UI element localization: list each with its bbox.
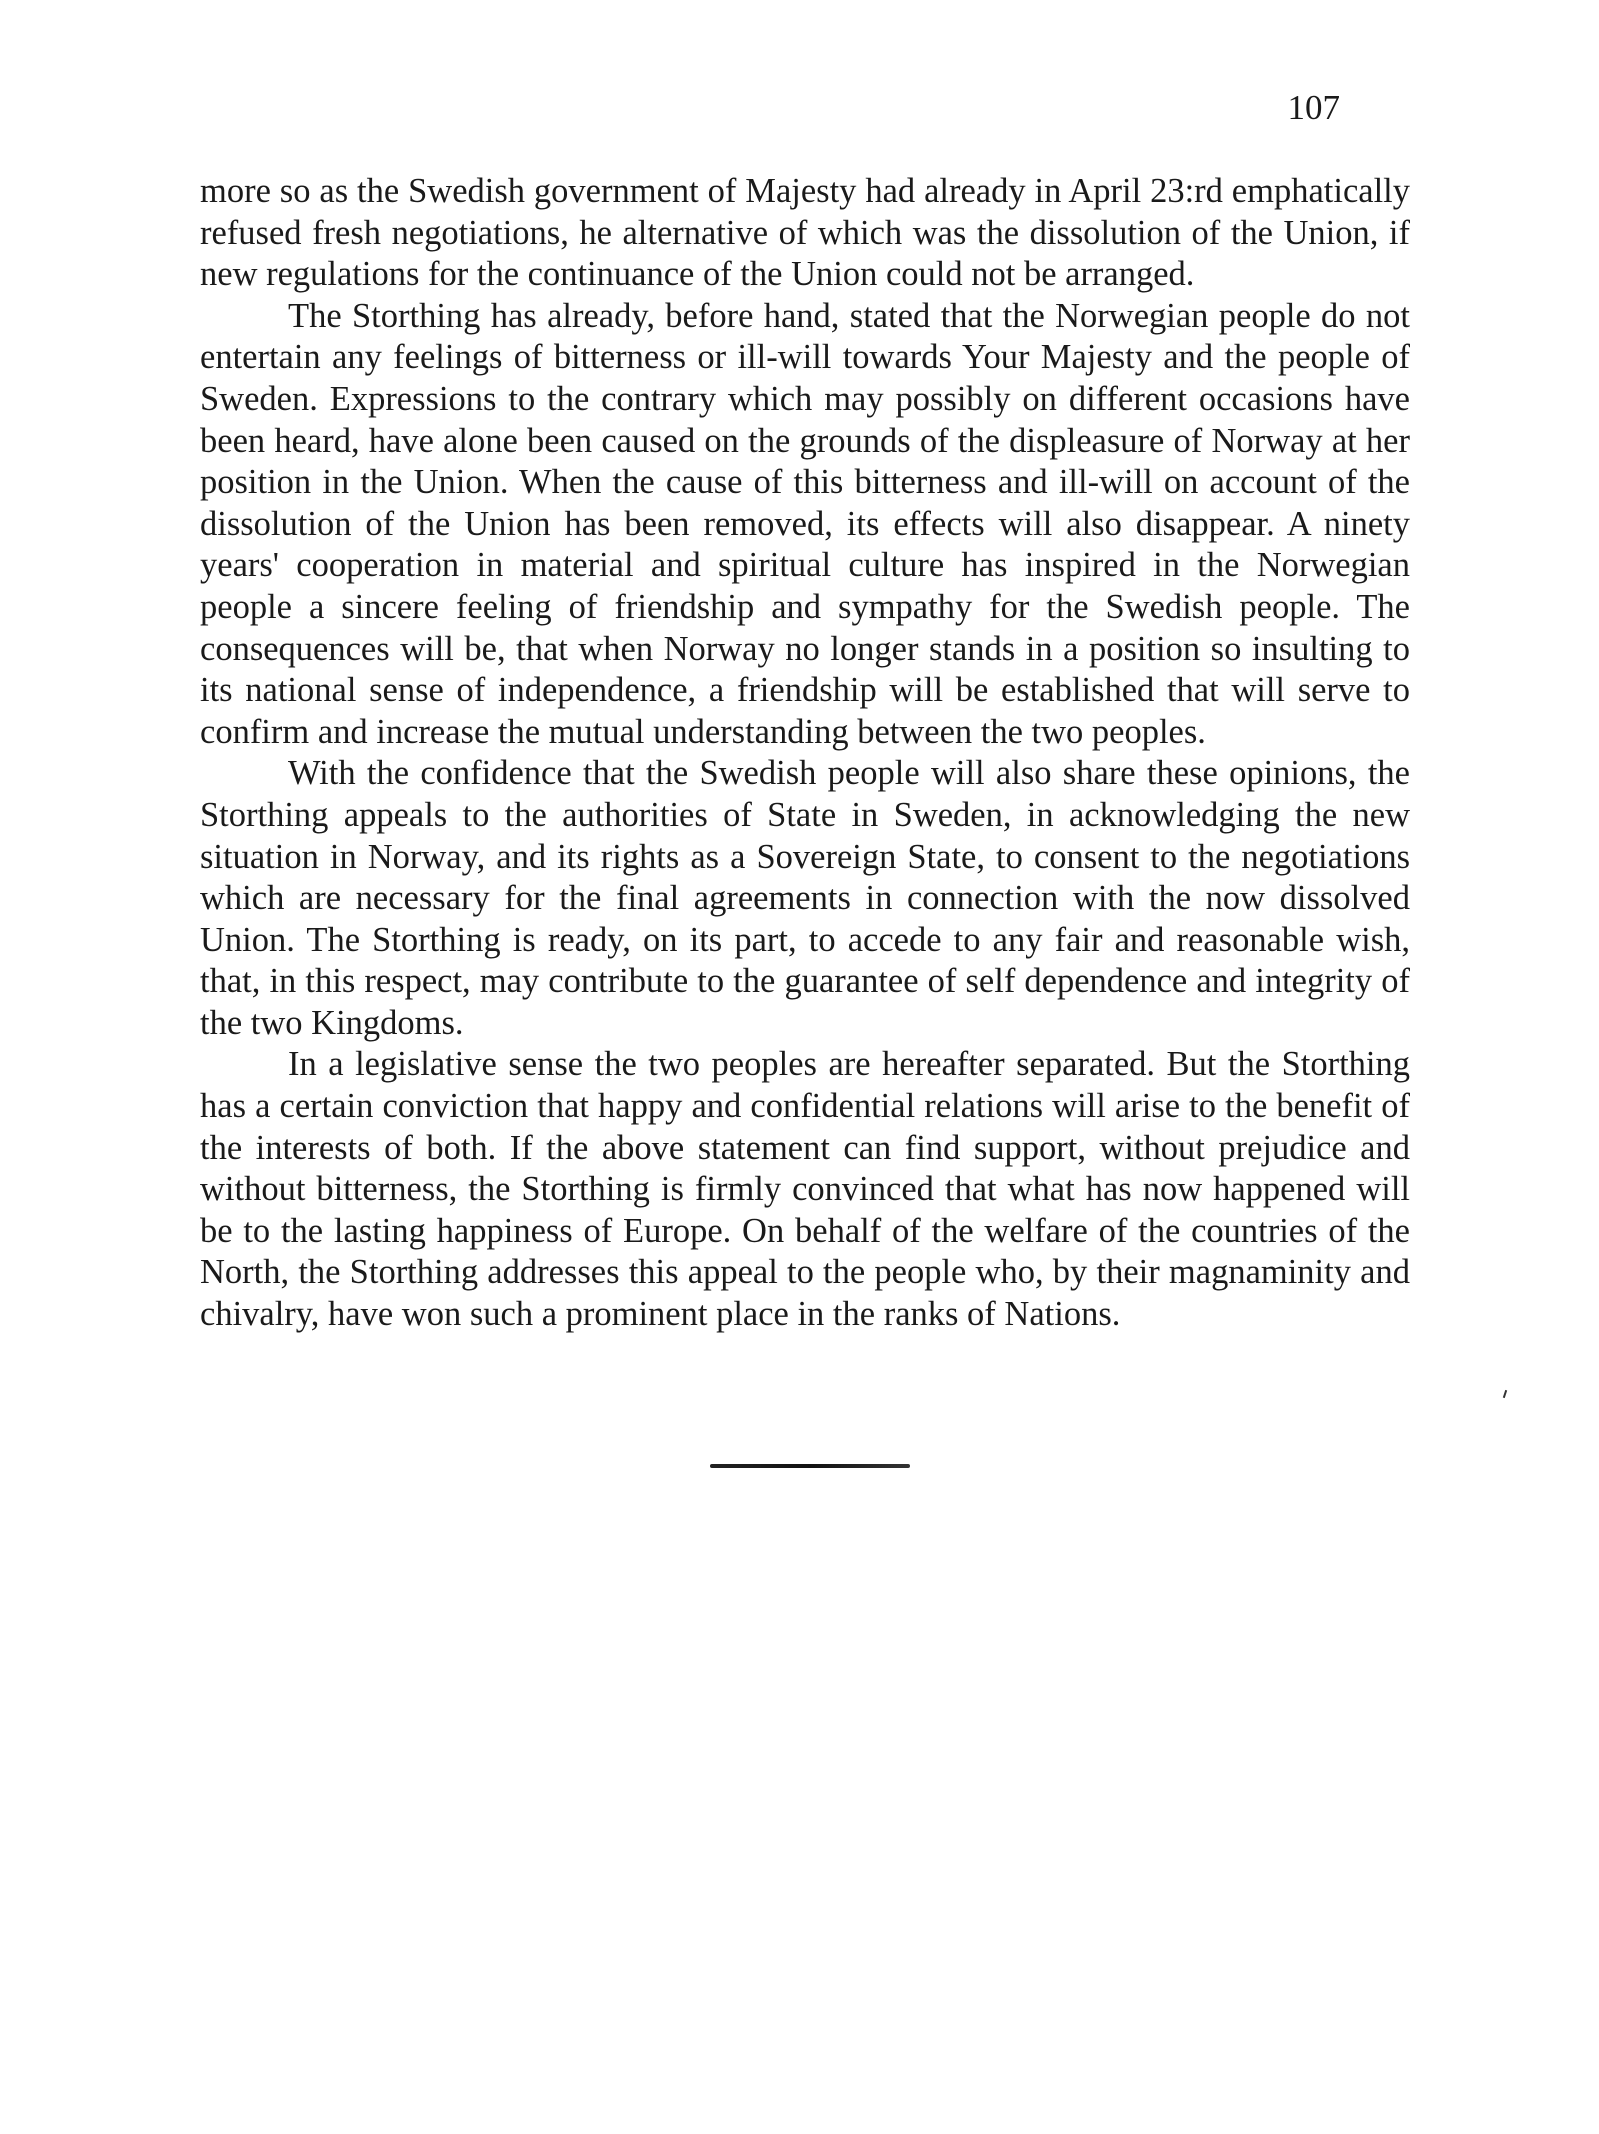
page-number: 107 [1287, 88, 1340, 127]
closing-rule-divider [710, 1464, 910, 1468]
paragraph-3: With the confidence that the Swedish people will also share these opinions, the Storthing appeals to the authorities of State in Sweden, in acknowledging the new situation in Norway, and its rights as a Sovereign State, to consent to the negotiations which are necessary for the final agreements in connection with the now dissolved Union. The Storthing is ready, on its part, to accede to any fair and reasonable wish, that, in this respect, may contribute to the guarantee of self dependence and integrity of the two Kingdoms. [200, 754, 1410, 1042]
ink-speck-mark [1503, 1390, 1507, 1398]
paragraph-1: more so as the Swedish government of Majesty had already in April 23:rd emphatically refused fresh negotiations, he alternative of which was the dissolution of the Union, if new regulations for the continuance of the Union could not be arranged. [200, 172, 1410, 294]
body-text [200, 171, 1410, 1336]
paragraph-4: In a legislative sense the two peoples are hereafter separated. But the Storthing has a certain conviction that happy and confidential relations will arise to the benefit of the interests of both. If the above statement can find support, without prejudice and without bitterness, the Storthing is firmly convinced that what has now happened will be to the lasting happiness of Europe. On behalf of the welfare of the countries of the North, the Storthing addresses this appeal to the people who, by their magnaminity and chivalry, have won such a prominent place in the ranks of Nations. [200, 1045, 1410, 1334]
paragraph-2: The Storthing has already, before hand, stated that the Norwegian people do not entertain any feelings of bitterness or ill-will towards Your Majesty and the people of Sweden. Expressions to the contrary which may possibly on different occasions have been heard, have alone been caused on the grounds of the displeasure of Norway at her position in the Union. When the cause of this bitterness and ill-will on account of the dissolution of the Union has been removed, its effects will also disappear. A ninety years' cooperation in material and spiritual culture has inspired in the Norwegian people a sincere feeling of friendship and sympathy for the Swedish people. The consequences will be, that when Norway no longer stands in a position so insulting to its national sense of independence, a friendship will be established that will serve to confirm and increase the mutual understanding between the two peoples. [200, 296, 1410, 751]
